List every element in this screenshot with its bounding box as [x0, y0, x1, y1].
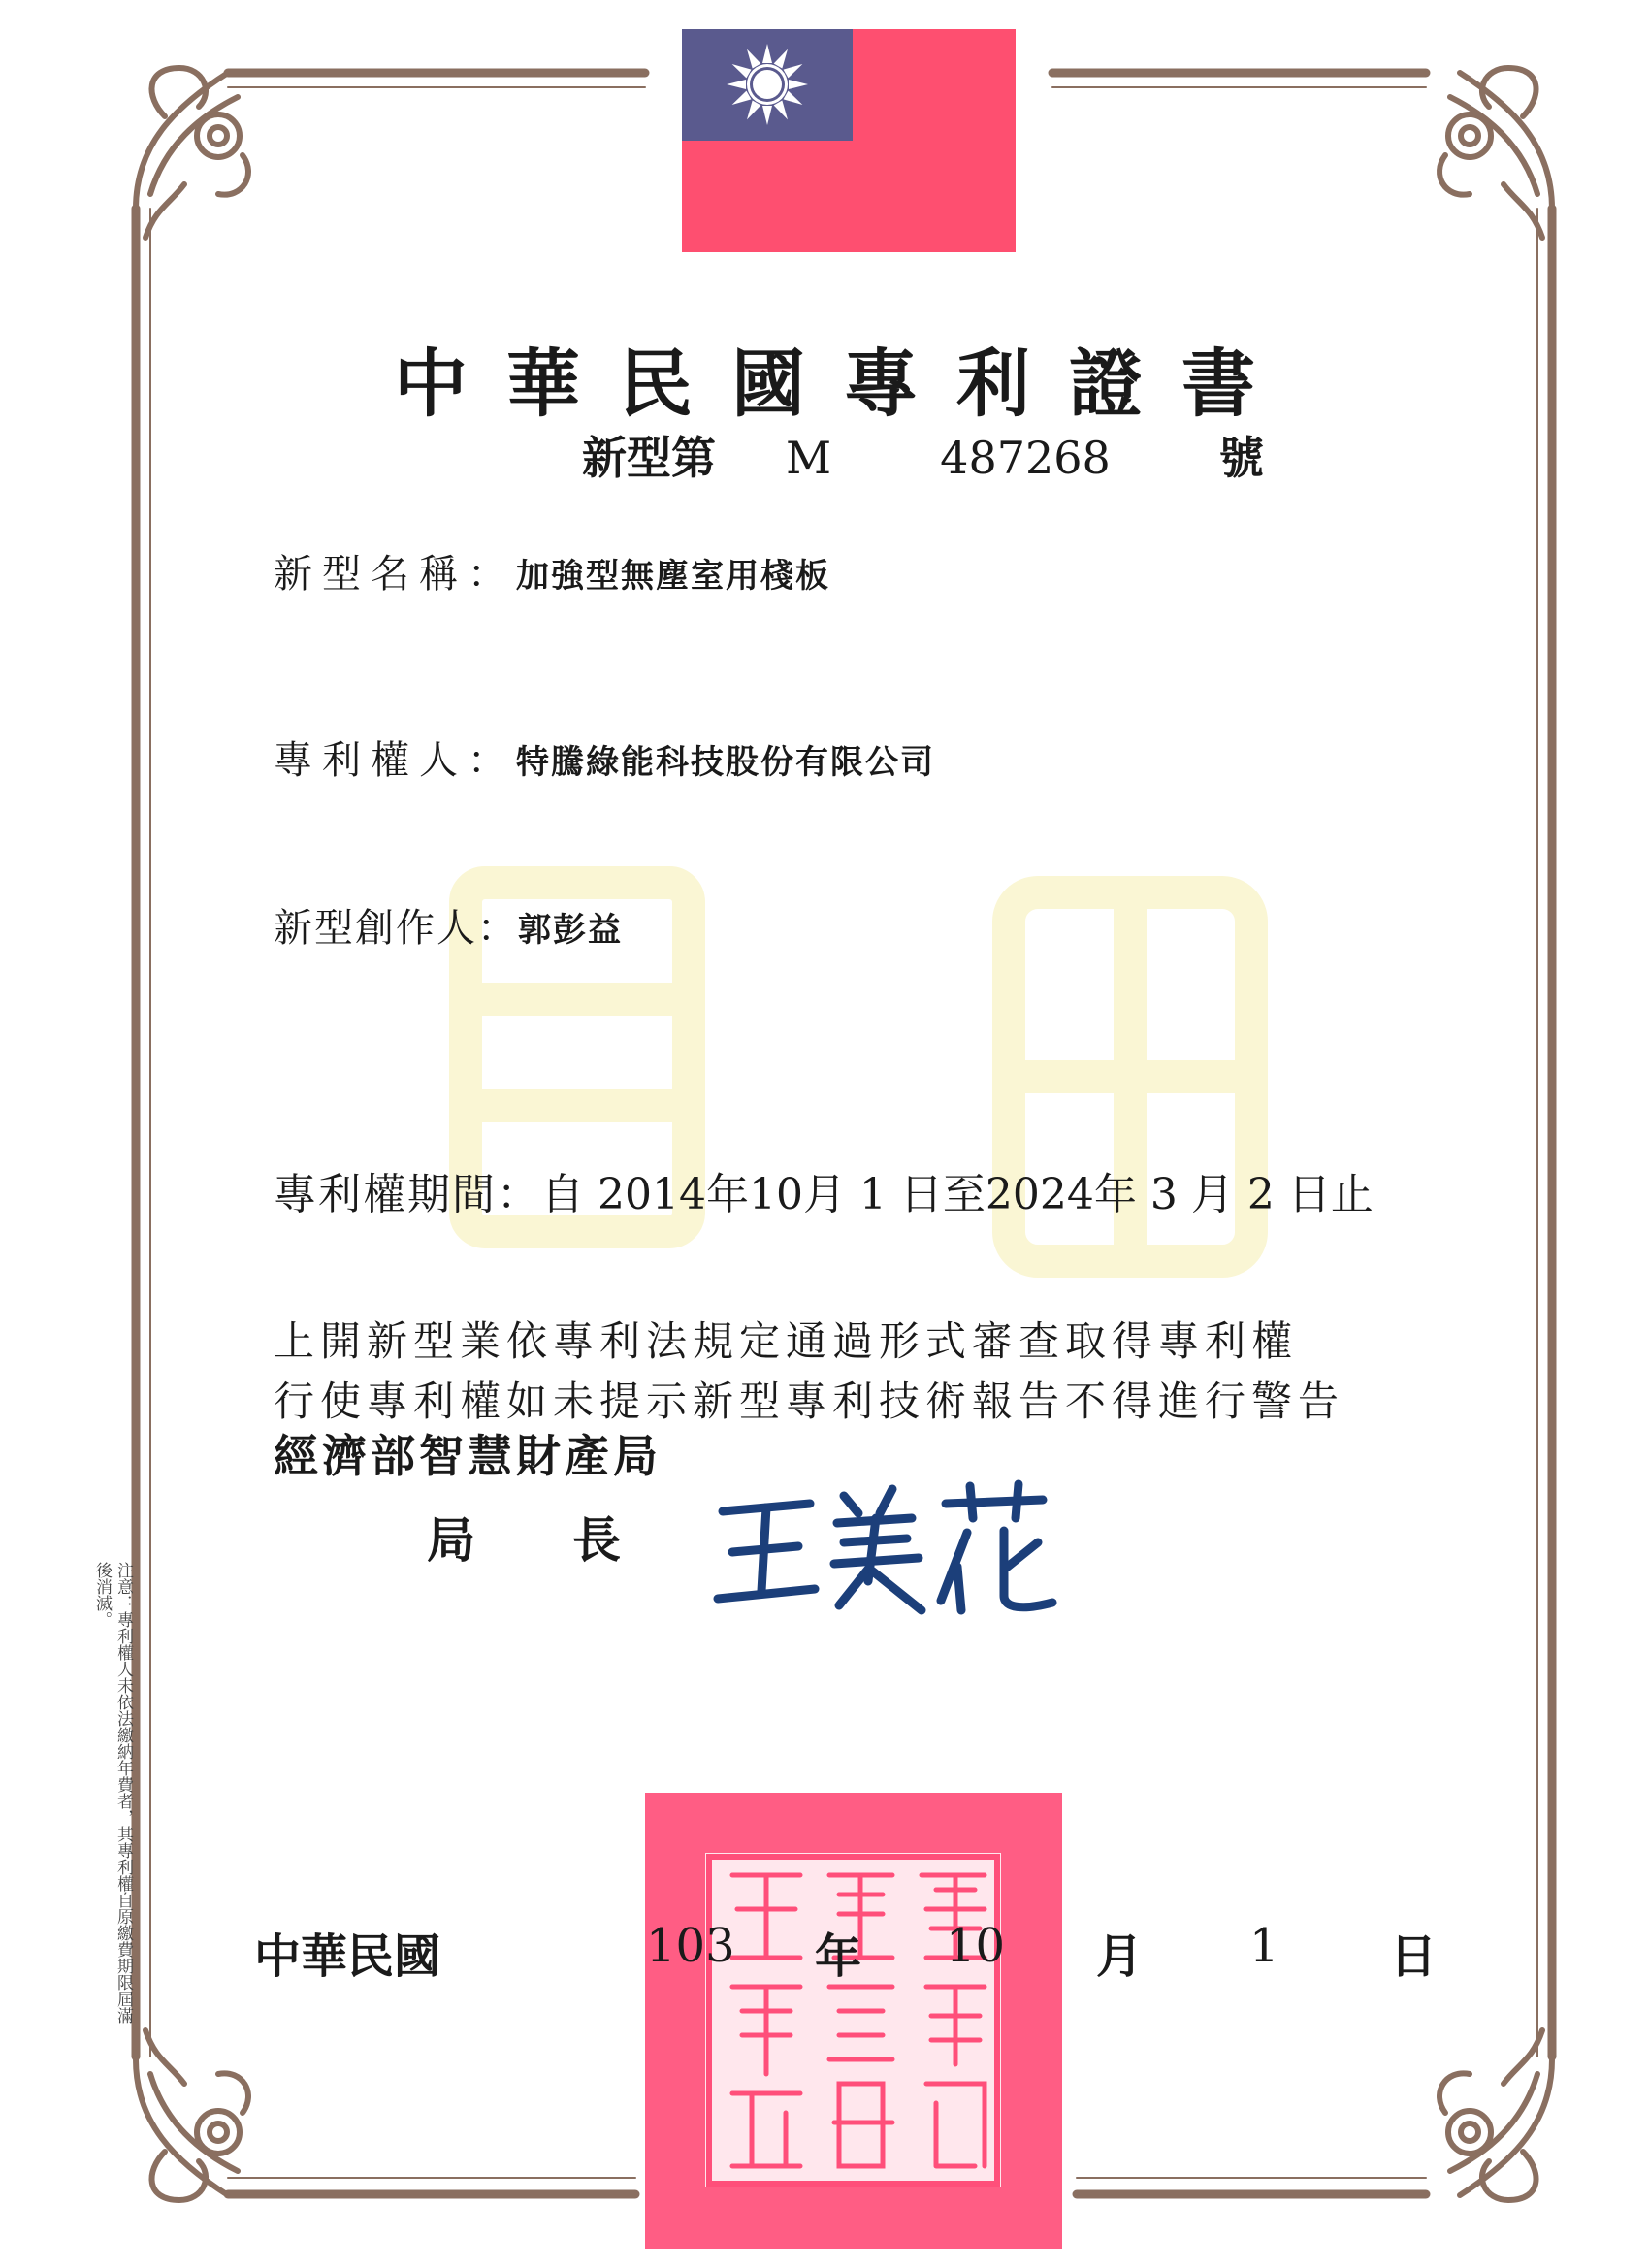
date-month-unit: 月 [1096, 1929, 1144, 1984]
patent-period-label: 專利權期間： [274, 1170, 541, 1219]
field-creator-value: 郭彭益 [518, 911, 623, 950]
field-model-name [274, 543, 830, 599]
date-month: 10 [946, 1919, 1006, 1973]
patent-period-text: 自 2014年10月 1 日至2024年 3 月 2 日止 [541, 1170, 1374, 1219]
field-creator [274, 897, 623, 953]
patent-number-letter: M [786, 432, 832, 484]
issuing-bureau: 經濟部智慧財產局 [274, 1430, 662, 1482]
national-flag-image [682, 29, 1016, 252]
statement-line-2: 行使專利權如未提示新型專利技術報告不得進行警告 [274, 1377, 1345, 1425]
patent-number-digits: 487268 [940, 432, 1111, 484]
field-creator-label: 新型創作人： [274, 906, 518, 951]
certificate-title: 中華民國專利證書 [394, 340, 1294, 427]
field-model-name-label: 新型名稱： [274, 552, 516, 597]
date-day-unit: 日 [1390, 1929, 1438, 1984]
director-title: 局 長 [427, 1511, 621, 1569]
field-patentee [274, 729, 935, 785]
director-signature-image [713, 1474, 1072, 1620]
field-patentee-label: 專利權人： [274, 738, 516, 783]
date-year-unit: 年 [815, 1929, 862, 1984]
date-era: 中華民國 [254, 1929, 441, 1984]
patent-period [274, 1159, 1374, 1221]
statement-line-1: 上開新型業依專利法規定通過形式審查取得專利權 [274, 1317, 1299, 1365]
notice-text: 注意：專利權人未依法繳納年費者，其專利權自原繳費期限屆滿後消滅。 [92, 1562, 133, 2024]
date-day: 1 [1249, 1919, 1279, 1973]
patent-number-prefix: 新型第 [582, 432, 716, 484]
patent-number-suffix: 號 [1218, 432, 1264, 484]
official-seal-image [645, 1793, 1062, 2249]
field-patentee-value: 特騰綠能科技股份有限公司 [516, 743, 935, 782]
field-model-name-value: 加強型無塵室用棧板 [516, 557, 830, 596]
date-year: 103 [646, 1919, 735, 1973]
patent-number [582, 423, 1264, 487]
